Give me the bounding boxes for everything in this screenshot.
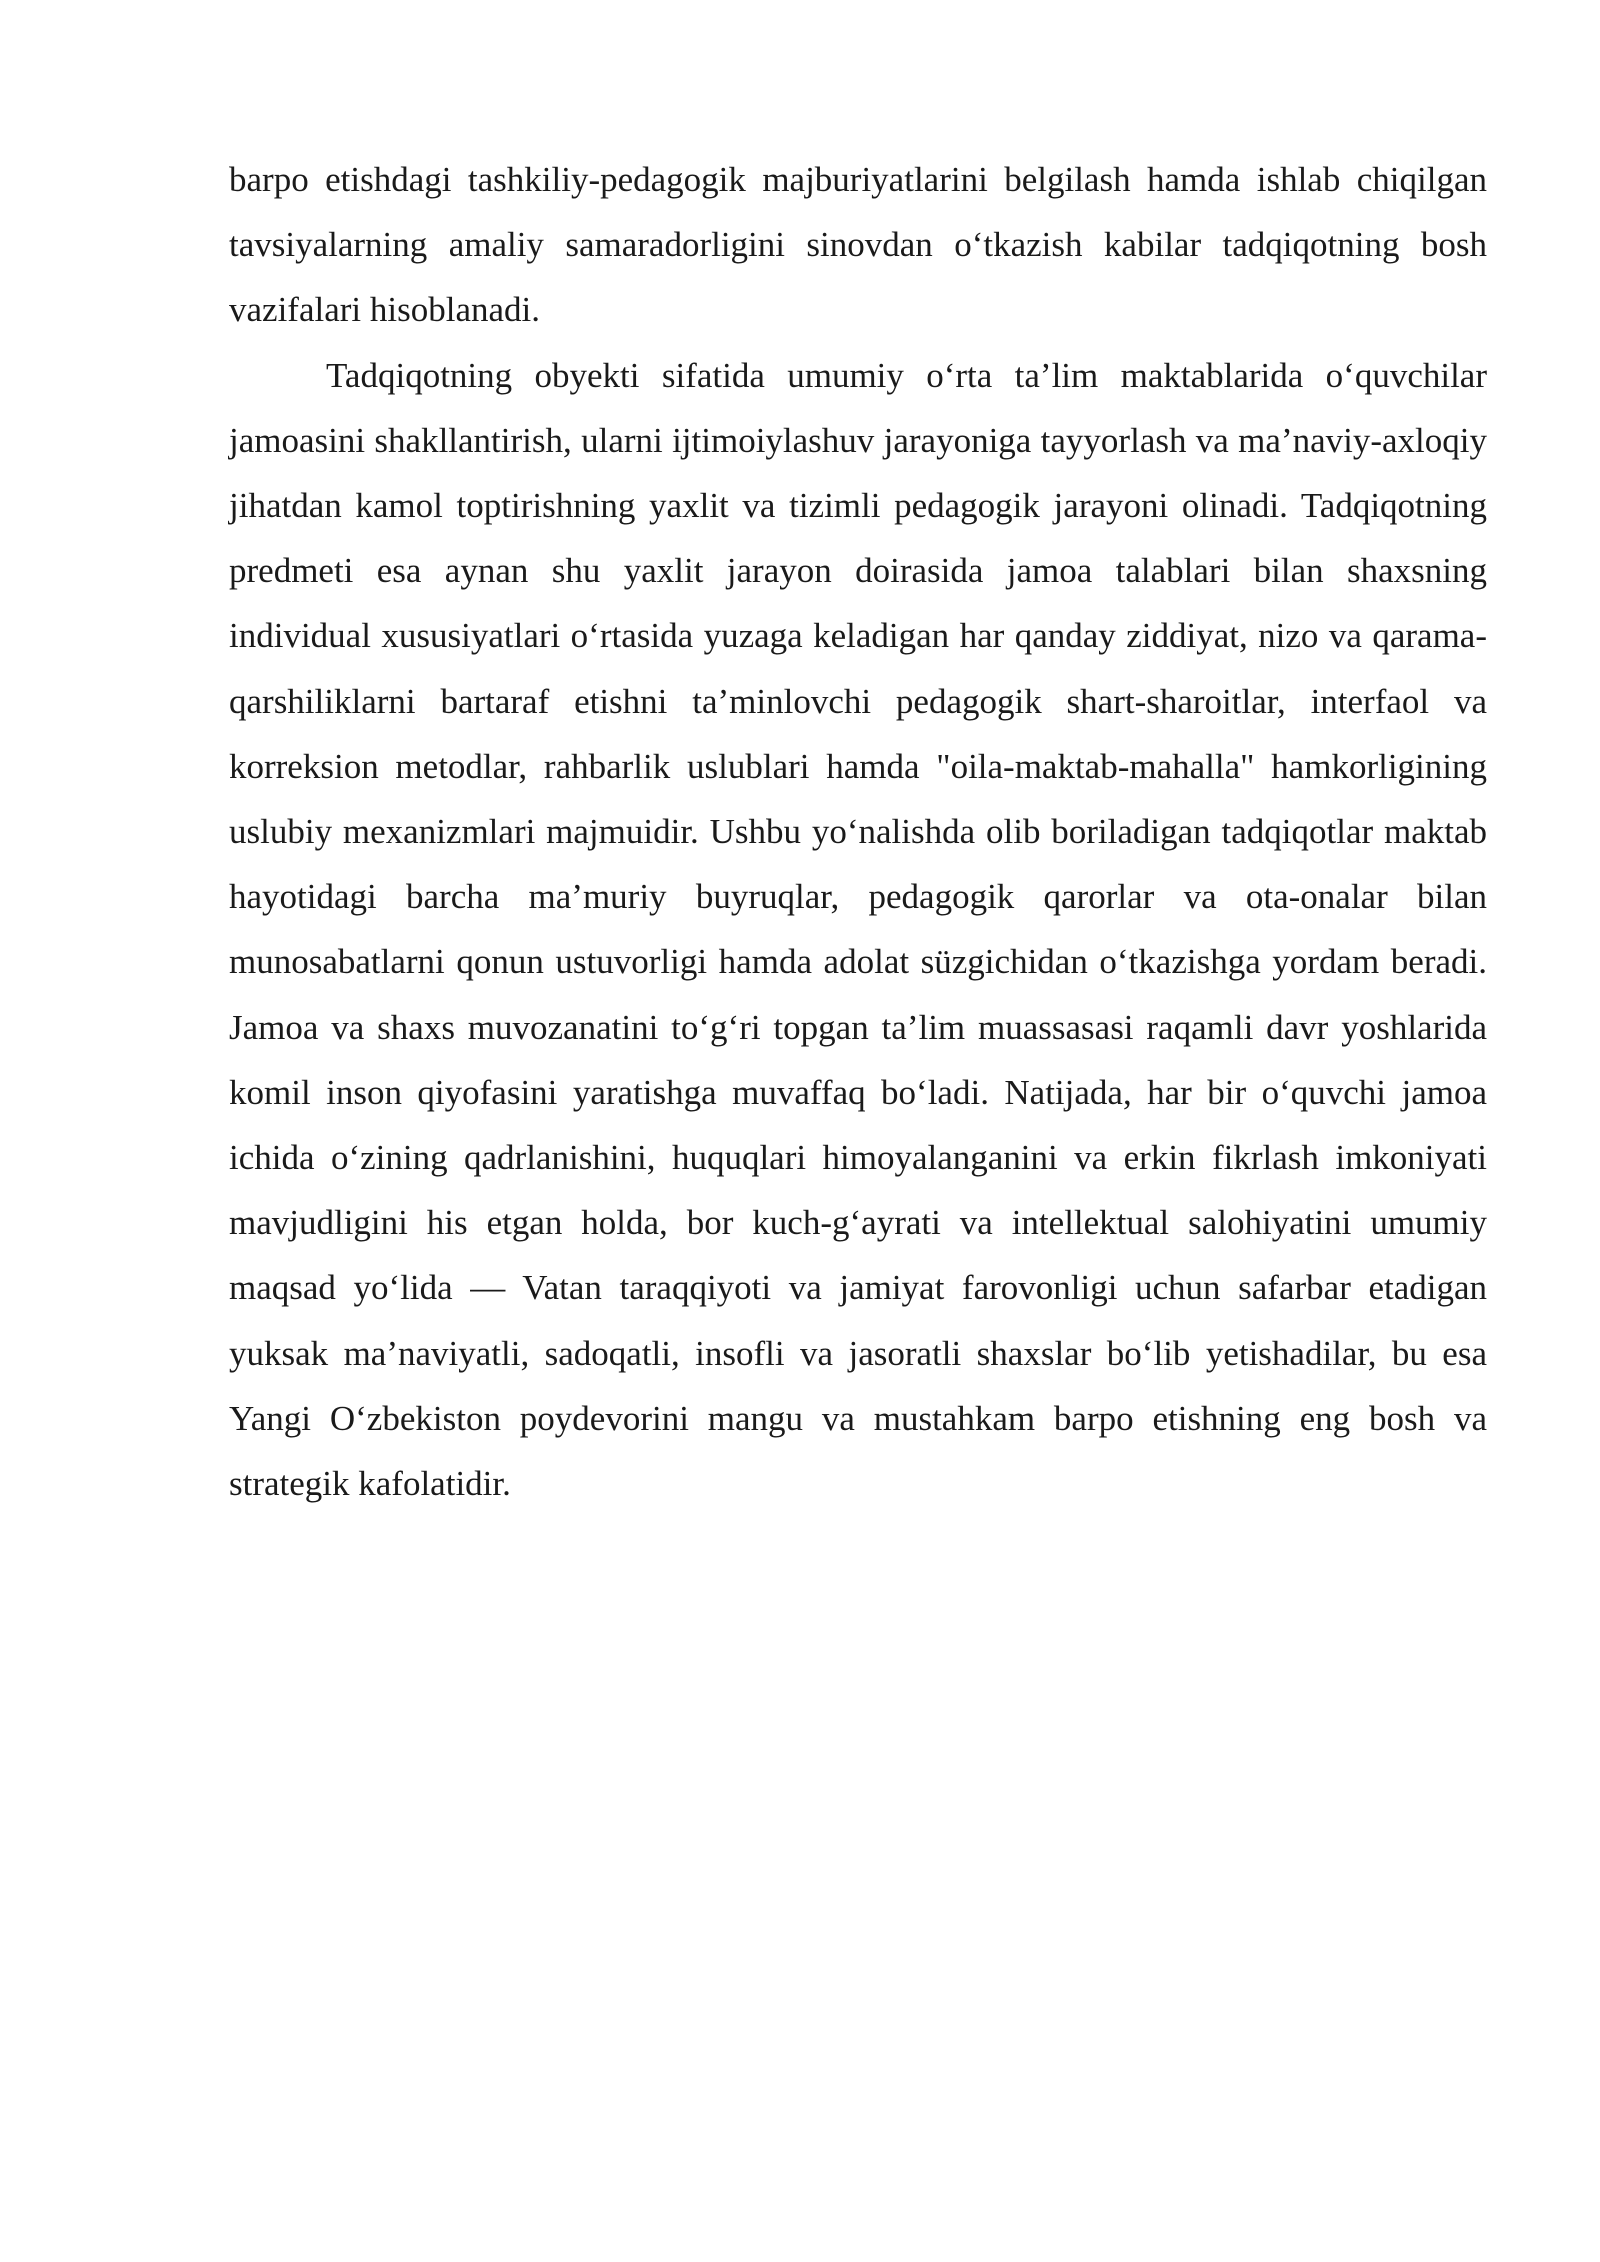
paragraph-research-object: Tadqiqotning obyekti sifatida umumiy o‘rta ta’lim maktablarida o‘quvchilar jamoasini shakllantirish, ularni ijtimoiylashuv jarayoniga tayyorlash va ma’naviy-axloqiy jihatdan kamol toptirishning yaxlit va tizimli pedagogik jarayoni olinadi. Tadqiqotning predmeti esa aynan shu yaxlit jarayon doirasida jamoa talablari bilan shaxsning individual xususiyatlari o‘rtasida yuzaga keladigan har qanday ziddiyat, nizo va qarama-qarshiliklarni bartaraf etishni ta’minlovchi pedagogik shart-sharoitlar, interfaol va korreksion metodlar, rahbarlik uslublari hamda "oila-maktab-mahalla" hamkorligining uslubiy mexanizmlari majmuidir. Ushbu yo‘nalishda olib boriladigan tadqiqotlar maktab hayotidagi barcha ma’muriy buyruqlar, pedagogik qarorlar va ota-onalar bilan munosabatlarni qonun ustuvorligi hamda adolat süzgichidan o‘tkazishga yordam beradi. Jamoa va shaxs muvozanatini to‘g‘ri topgan ta’lim muassasasi raqamli davr yoshlarida komil inson qiyofasini yaratishga muvaffaq bo‘ladi. Natijada, har bir o‘quvchi jamoa ichida o‘zining qadrlanishini, huquqlari himoyalanganini va erkin fikrlash imkoniyati mavjudligini his etgan holda, bor kuch-g‘ayrati va intellektual salohiyatini umumiy maqsad yo‘lida — Vatan taraqqiyoti va jamiyat farovonligi uchun safarbar etadigan yuksak ma’naviyatli, sadoqatli, insofli va jasoratli shaxslar bo‘lib yetishadilar, bu esa Yangi O‘zbekiston poydevorini mangu va mustahkam barpo etishning eng bosh va strategik kafolatidir. (229, 355, 1487, 1504)
paragraph-continuation: barpo etishdagi tashkiliy-pedagogik majburiyatlarini belgilash hamda ishlab chiqilgan tavsiyalarning amaliy samaradorligini sinovdan o‘tkazish kabilar tadqiqotning bosh vazifalari hisoblanadi. (229, 160, 1487, 330)
body-text (229, 147, 1487, 1516)
